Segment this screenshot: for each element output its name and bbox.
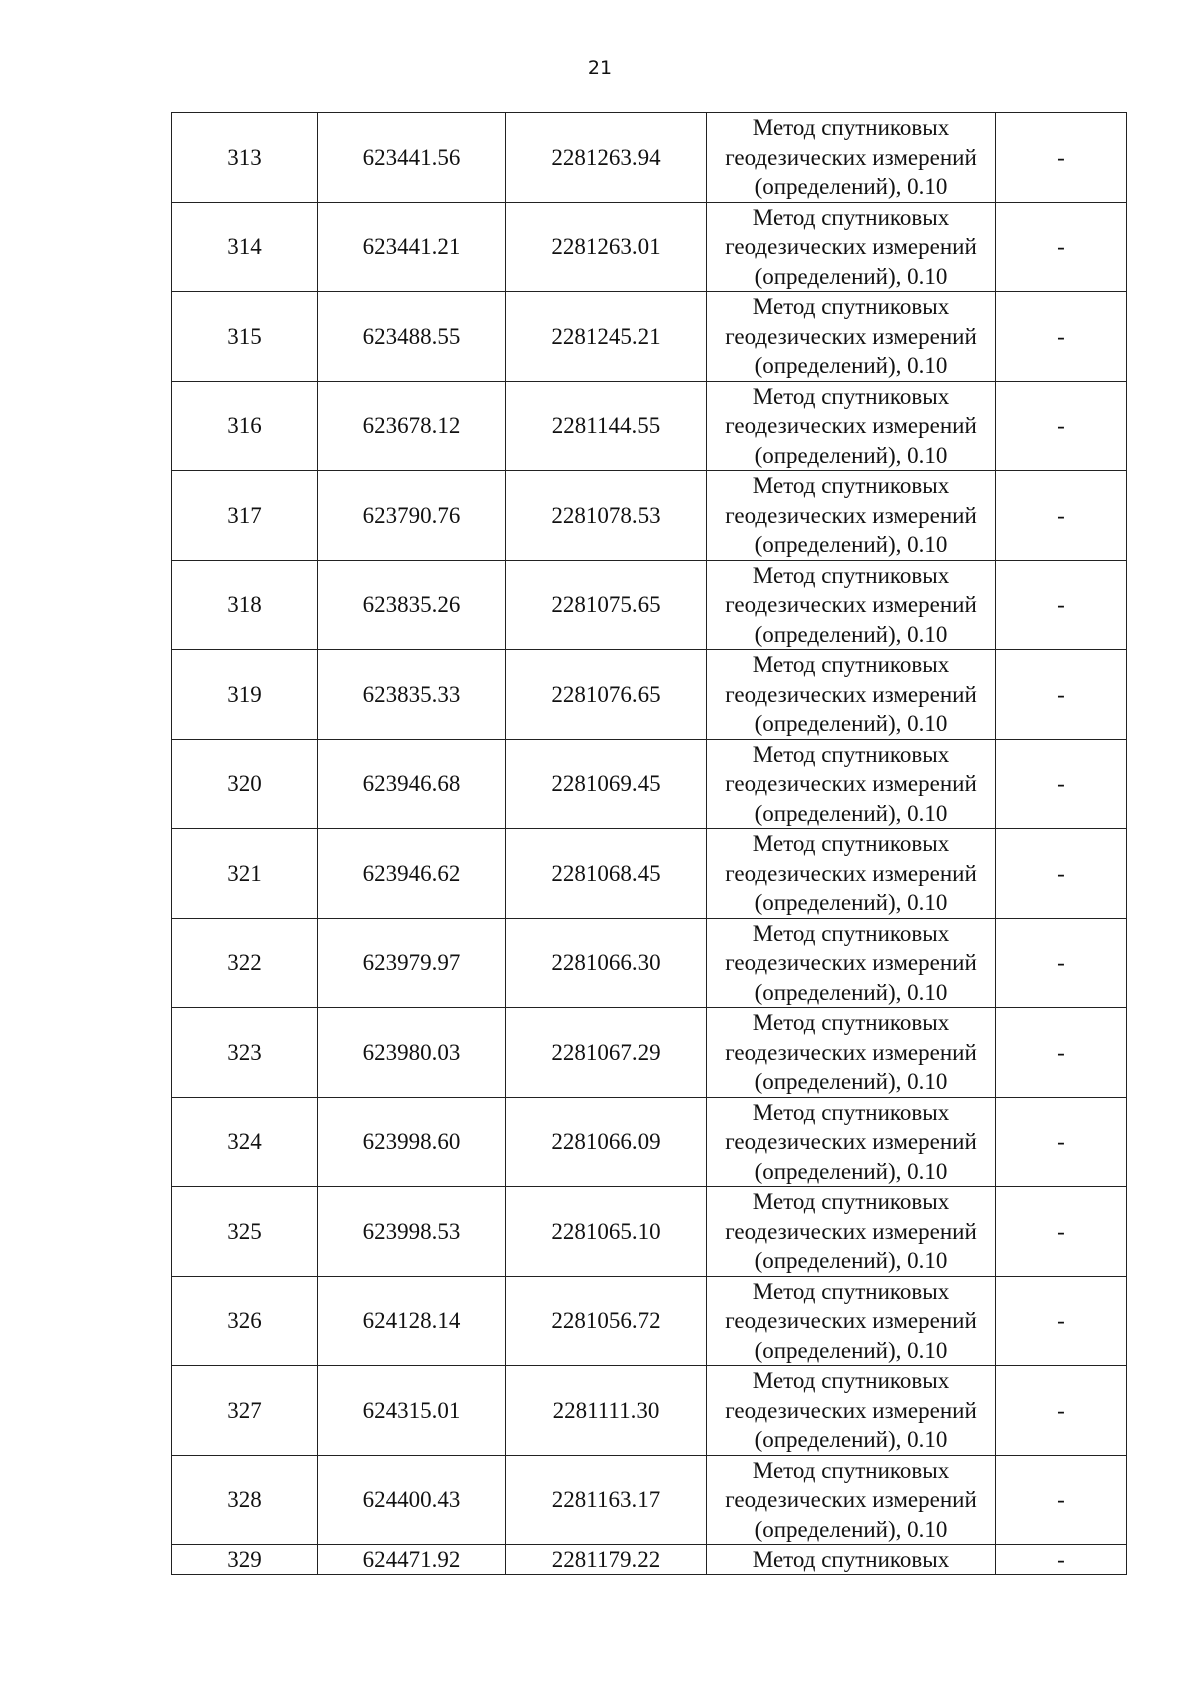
y-coordinate-cell: 2281078.53 xyxy=(506,471,707,561)
method-cell xyxy=(707,1097,996,1187)
point-number-cell: 329 xyxy=(172,1545,318,1575)
point-number-cell: 326 xyxy=(172,1276,318,1366)
method-cell xyxy=(707,292,996,382)
table-row xyxy=(172,1366,1127,1456)
table-row xyxy=(172,113,1127,203)
x-coordinate-cell: 623441.21 xyxy=(318,202,506,292)
method-cell xyxy=(707,113,996,203)
description-cell: - xyxy=(996,471,1127,561)
method-cell xyxy=(707,381,996,471)
method-text-line: (определений), 0.10 xyxy=(754,174,948,199)
method-text-line: геодезических измерений xyxy=(725,860,977,886)
method-text-line: Метод спутниковых xyxy=(752,831,950,856)
method-cell xyxy=(707,829,996,919)
point-number-cell: 320 xyxy=(172,739,318,829)
y-coordinate-cell: 2281068.45 xyxy=(506,829,707,919)
y-coordinate-cell: 2281065.10 xyxy=(506,1187,707,1277)
method-text-line: Метод спутниковых xyxy=(752,562,950,588)
method-text-line: геодезических измерений xyxy=(725,502,977,528)
y-coordinate-cell: 2281144.55 xyxy=(506,381,707,471)
method-text-line: (определений), 0.10 xyxy=(754,1516,948,1542)
y-coordinate-cell: 2281076.65 xyxy=(506,650,707,740)
method-text-line: (определений), 0.10 xyxy=(754,1158,948,1184)
method-text-line: (определений), 0.10 xyxy=(754,263,948,289)
table-row xyxy=(172,1008,1127,1098)
x-coordinate-cell: 624400.43 xyxy=(318,1455,506,1545)
x-coordinate-cell: 623835.33 xyxy=(318,650,506,740)
point-number-cell: 328 xyxy=(172,1455,318,1545)
x-coordinate-cell: 623998.53 xyxy=(318,1187,506,1277)
page-number: 21 xyxy=(587,57,613,79)
point-number-cell: 322 xyxy=(172,918,318,1008)
method-text-line: Метод спутниковых xyxy=(752,294,950,319)
x-coordinate-cell: 623441.56 xyxy=(318,113,506,203)
method-text-line: (определений), 0.10 xyxy=(754,1069,948,1094)
table-row xyxy=(172,650,1127,740)
method-text-line: Метод спутниковых xyxy=(752,1457,950,1483)
y-coordinate-cell: 2281066.30 xyxy=(506,918,707,1008)
x-coordinate-cell: 623946.62 xyxy=(318,829,506,919)
x-coordinate-cell: 624315.01 xyxy=(318,1366,506,1456)
description-cell: - xyxy=(996,381,1127,471)
method-text-line: Метод спутниковых xyxy=(752,1189,950,1214)
method-text-line: геодезических измерений xyxy=(725,1308,977,1333)
x-coordinate-cell: 623678.12 xyxy=(318,381,506,471)
method-text-line: (определений), 0.10 xyxy=(754,621,948,647)
table-row xyxy=(172,739,1127,829)
method-text-line: геодезических измерений xyxy=(725,144,977,170)
method-text-line: (определений), 0.10 xyxy=(754,711,948,736)
table-row xyxy=(172,829,1127,919)
method-text-line: (определений), 0.10 xyxy=(754,353,948,378)
method-text-line: геодезических измерений xyxy=(725,771,977,796)
method-text-line: Метод спутниковых xyxy=(752,741,950,767)
method-cell xyxy=(707,1187,996,1277)
x-coordinate-cell: 623980.03 xyxy=(318,1008,506,1098)
method-text-line: геодезических измерений xyxy=(725,1039,977,1065)
method-text-line: (определений), 0.10 xyxy=(754,532,948,557)
description-cell: - xyxy=(996,292,1127,382)
point-number-cell: 324 xyxy=(172,1097,318,1187)
method-cell xyxy=(707,739,996,829)
method-text-line: Метод спутниковых xyxy=(752,473,950,498)
point-number-cell: 323 xyxy=(172,1008,318,1098)
method-cell xyxy=(707,471,996,561)
description-cell: - xyxy=(996,1366,1127,1456)
point-number-cell: 315 xyxy=(172,292,318,382)
method-text-line: геодезических измерений xyxy=(725,413,977,438)
y-coordinate-cell: 2281075.65 xyxy=(506,560,707,650)
x-coordinate-cell: 623488.55 xyxy=(318,292,506,382)
method-text-line: геодезических измерений xyxy=(725,1218,977,1244)
method-text-line: Метод спутниковых xyxy=(752,1368,950,1393)
method-cell xyxy=(707,560,996,650)
method-text-line: геодезических измерений xyxy=(725,1487,977,1512)
y-coordinate-cell: 2281066.09 xyxy=(506,1097,707,1187)
method-cell xyxy=(707,918,996,1008)
method-text-line: (определений), 0.10 xyxy=(754,1427,948,1452)
method-cell xyxy=(707,1366,996,1456)
description-cell: - xyxy=(996,918,1127,1008)
method-text-line: геодезических измерений xyxy=(725,1129,977,1154)
table-row xyxy=(172,560,1127,650)
method-cell xyxy=(707,1455,996,1545)
table-row xyxy=(172,1276,1127,1366)
description-cell: - xyxy=(996,1097,1127,1187)
method-text-line: Метод спутниковых xyxy=(752,383,950,409)
table-row xyxy=(172,202,1127,292)
y-coordinate-cell: 2281069.45 xyxy=(506,739,707,829)
coordinates-table xyxy=(171,112,1127,1575)
description-cell: - xyxy=(996,1545,1127,1575)
point-number-cell: 321 xyxy=(172,829,318,919)
method-cell xyxy=(707,1276,996,1366)
x-coordinate-cell: 624128.14 xyxy=(318,1276,506,1366)
method-cell xyxy=(707,1008,996,1098)
x-coordinate-cell: 623979.97 xyxy=(318,918,506,1008)
table-body xyxy=(172,113,1127,1575)
x-coordinate-cell: 623790.76 xyxy=(318,471,506,561)
description-cell: - xyxy=(996,1455,1127,1545)
method-text-line: геодезических измерений xyxy=(725,950,977,975)
method-text-line: Метод спутниковых xyxy=(752,1278,950,1304)
method-text-line: (определений), 0.10 xyxy=(754,979,948,1005)
method-text-line: (определений), 0.10 xyxy=(754,1337,948,1363)
y-coordinate-cell: 2281263.01 xyxy=(506,202,707,292)
point-number-cell: 319 xyxy=(172,650,318,740)
point-number-cell: 314 xyxy=(172,202,318,292)
x-coordinate-cell: 623998.60 xyxy=(318,1097,506,1187)
y-coordinate-cell: 2281163.17 xyxy=(506,1455,707,1545)
x-coordinate-cell: 623946.68 xyxy=(318,739,506,829)
y-coordinate-cell: 2281245.21 xyxy=(506,292,707,382)
method-text-line: Метод спутниковых xyxy=(752,1546,950,1572)
x-coordinate-cell: 623835.26 xyxy=(318,560,506,650)
y-coordinate-cell: 2281067.29 xyxy=(506,1008,707,1098)
table-row xyxy=(172,1455,1127,1545)
description-cell: - xyxy=(996,1187,1127,1277)
description-cell: - xyxy=(996,739,1127,829)
method-text-line: геодезических измерений xyxy=(725,234,977,259)
table-row xyxy=(172,381,1127,471)
point-number-cell: 313 xyxy=(172,113,318,203)
description-cell: - xyxy=(996,113,1127,203)
point-number-cell: 317 xyxy=(172,471,318,561)
method-cell xyxy=(707,1545,996,1575)
method-text-line: (определений), 0.10 xyxy=(754,800,948,826)
table-row xyxy=(172,471,1127,561)
method-text-line: (определений), 0.10 xyxy=(754,890,948,915)
method-text-line: геодезических измерений xyxy=(725,323,977,349)
method-text-line: Метод спутниковых xyxy=(752,920,950,946)
table-row xyxy=(172,1187,1127,1277)
method-text-line: геодезических измерений xyxy=(725,592,977,617)
point-number-cell: 325 xyxy=(172,1187,318,1277)
y-coordinate-cell: 2281056.72 xyxy=(506,1276,707,1366)
method-text-line: Метод спутниковых xyxy=(752,204,950,230)
method-text-line: (определений), 0.10 xyxy=(754,442,948,468)
point-number-cell: 318 xyxy=(172,560,318,650)
method-cell xyxy=(707,202,996,292)
y-coordinate-cell: 2281179.22 xyxy=(506,1545,707,1575)
description-cell: - xyxy=(996,650,1127,740)
table-row xyxy=(172,1545,1127,1575)
point-number-cell: 327 xyxy=(172,1366,318,1456)
description-cell: - xyxy=(996,560,1127,650)
method-text-line: геодезических измерений xyxy=(725,1397,977,1423)
method-text-line: (определений), 0.10 xyxy=(754,1248,948,1273)
y-coordinate-cell: 2281111.30 xyxy=(506,1366,707,1456)
description-cell: - xyxy=(996,1008,1127,1098)
description-cell: - xyxy=(996,829,1127,919)
method-text-line: Метод спутниковых xyxy=(752,1010,950,1035)
table-row xyxy=(172,292,1127,382)
y-coordinate-cell: 2281263.94 xyxy=(506,113,707,203)
description-cell: - xyxy=(996,202,1127,292)
point-number-cell: 316 xyxy=(172,381,318,471)
method-text-line: Метод спутниковых xyxy=(752,115,950,140)
method-text-line: Метод спутниковых xyxy=(752,1099,950,1125)
method-cell xyxy=(707,650,996,740)
table-row xyxy=(172,1097,1127,1187)
method-text-line: геодезических измерений xyxy=(725,681,977,707)
table-row xyxy=(172,918,1127,1008)
description-cell: - xyxy=(996,1276,1127,1366)
x-coordinate-cell: 624471.92 xyxy=(318,1545,506,1575)
method-text-line: Метод спутниковых xyxy=(752,652,950,677)
